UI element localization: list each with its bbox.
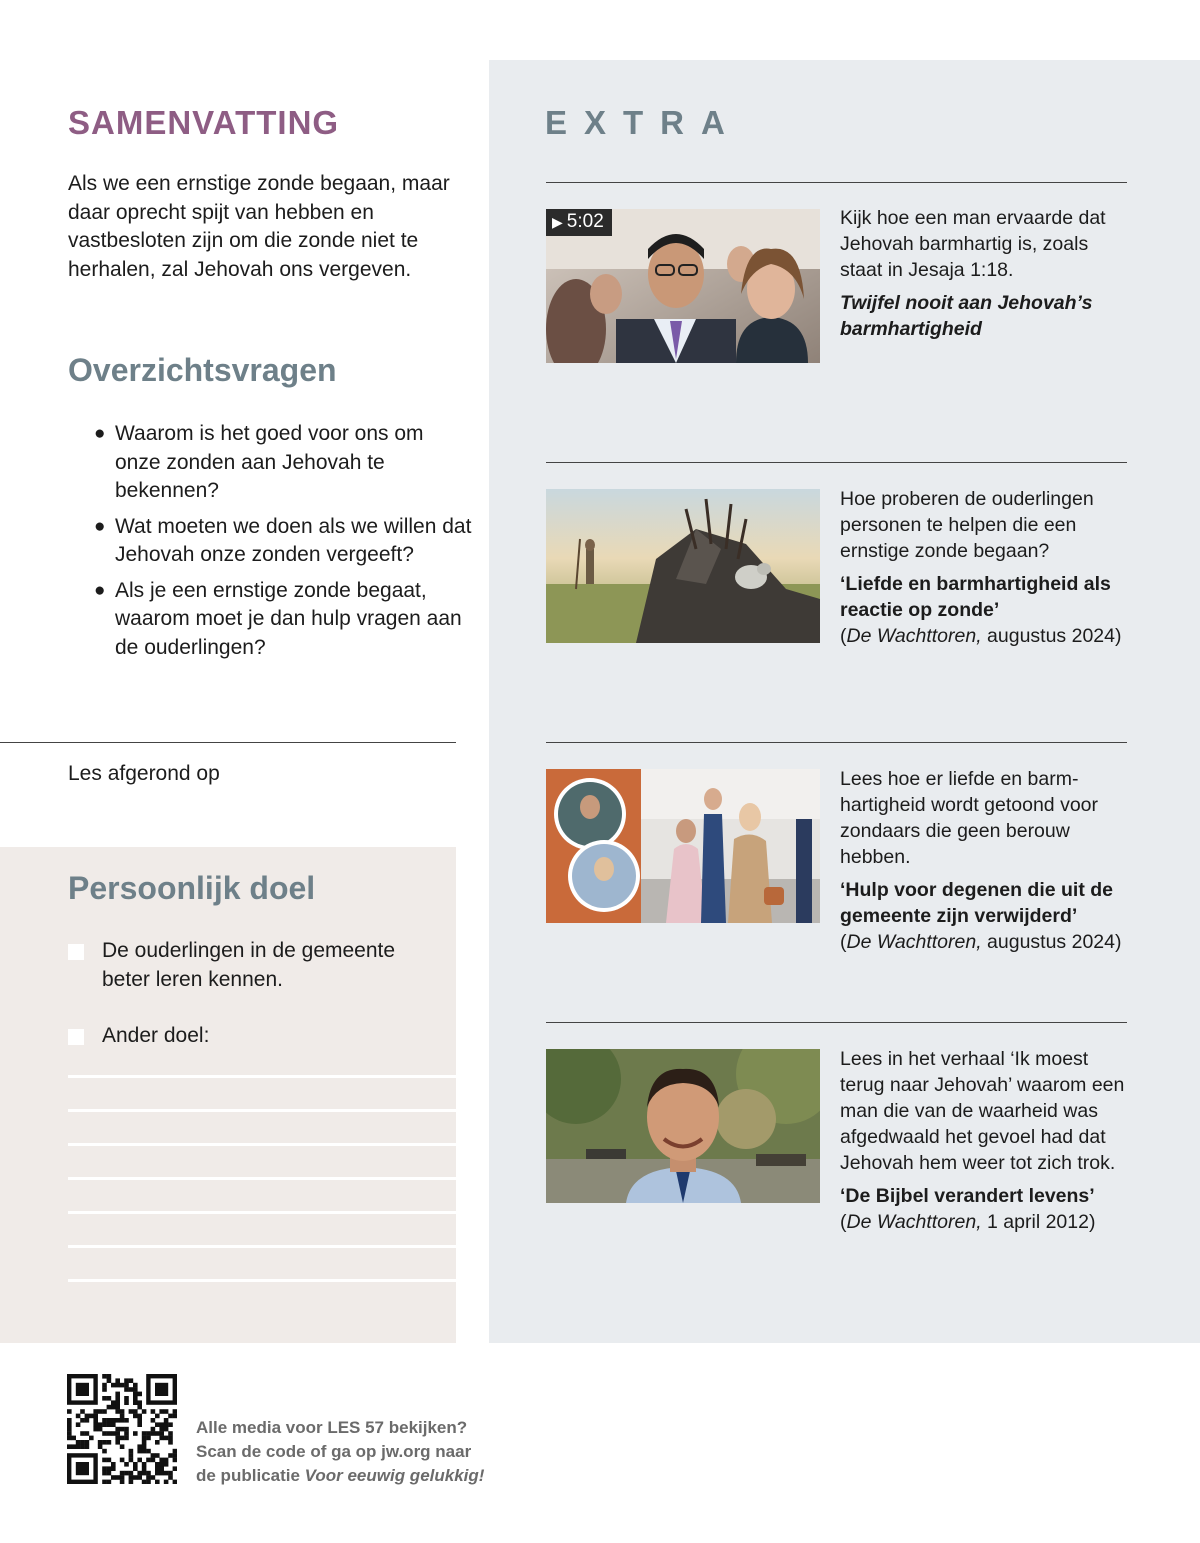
extra-entry-link[interactable]: ‘Hulp voor degenen die uit de gemeente zijn verwijderd’ [840,879,1114,927]
extra-entry-link[interactable]: ‘Liefde en barmhartigheid als reactie op zonde’ [840,573,1111,621]
bullet-icon: ● [94,423,106,444]
bullet-icon: ● [94,515,106,537]
extra-entry-text [840,486,1130,649]
review-question: ● Wat moeten we doen als we willen dat Jehovah onze zonden vergeeft? [94,514,472,566]
writing-line[interactable] [68,1075,456,1078]
publication-title[interactable]: Voor eeuwig gelukkig! [304,1466,485,1485]
writing-line[interactable] [68,1211,456,1214]
footer-text [196,1416,484,1488]
goal-item-other[interactable] [68,1022,438,1051]
footer-line: Alle media voor LES 57 bekijken? [196,1418,468,1437]
review-questions-list [94,420,474,669]
extra-entry-link[interactable]: ‘De Bijbel verandert levens’ [840,1185,1095,1207]
writing-line[interactable] [68,1109,456,1112]
writing-line[interactable] [68,1245,456,1248]
video-thumbnail[interactable] [546,209,820,363]
article-thumbnail[interactable] [546,1049,820,1203]
divider [546,462,1127,463]
writing-line[interactable] [68,1143,456,1146]
article-thumbnail[interactable] [546,769,820,923]
goal-item[interactable] [68,937,438,994]
review-question: ● Als je een ernstige zonde begaat, waarom moet je dan hulp vragen aan de ouderlingen? [94,578,462,659]
play-icon: ▶ [552,214,563,230]
extra-entry-link[interactable]: Twijfel nooit aan Jehovah’s barmhartigheid [840,292,1093,340]
footer-line: de publicatie Voor eeuwig gelukkig! [196,1466,485,1485]
extra-entry-description: Kijk hoe een man ervaarde dat Jehovah barmhartig is, zoals staat in Jesaja 1:18. [840,207,1106,281]
personal-goal-panel [0,847,456,1343]
divider [546,182,1127,183]
extra-entry-source: (De Wachttoren, augustus 2024) [840,625,1122,647]
lesson-completed-label: Les afgerond op [68,762,220,785]
extra-entry-description: Lees hoe er liefde en barmhartigheid wordt getoond voor zondaars die geen berouw hebben. [840,768,1099,868]
extra-entry-text [840,766,1130,955]
shepherd-painting-icon [546,489,820,643]
extra-entry-description: Hoe proberen de ouderlingen personen te helpen die een ernstige zonde begaan? [840,488,1094,562]
extra-entry-text [840,1046,1130,1235]
extra-heading: EXTRA [545,104,742,141]
review-question: ● Waarom is het goed voor ons om onze zonden aan Jehovah te bekennen? [94,422,424,502]
goal-item-label: De ouderlingen in de gemeente beter leren kennen. [102,939,396,991]
goal-item-label: Ander doel: [102,1024,210,1047]
extra-entry-text [840,205,1130,342]
review-questions-heading: Overzichtsvragen [68,352,337,388]
writing-line[interactable] [68,1279,456,1282]
extra-entry-source: (De Wachttoren, augustus 2024) [840,931,1122,953]
writing-line[interactable] [68,1177,456,1180]
divider [546,742,1127,743]
divider [0,742,456,743]
extra-entry-description: Lees in het verhaal ‘Ik moest terug naar Jehovah’ waarom een man die van de waarheid was afgedwaald het gevoel had dat Jehovah hem weer tot zich trok. [840,1048,1125,1174]
kingdom-hall-greeting-icon [546,769,820,923]
bullet-icon: ● [94,579,106,601]
divider [546,1022,1127,1023]
smiling-man-park-icon [546,1049,820,1203]
article-thumbnail[interactable] [546,489,820,643]
summary-heading: SAMENVATTING [68,104,340,141]
checkbox[interactable] [68,944,84,960]
checkbox[interactable] [68,1029,84,1045]
extra-entry-source: (De Wachttoren, 1 april 2012) [840,1211,1096,1233]
personal-goal-heading: Persoonlijk doel [68,870,316,906]
summary-text: Als we een ernstige zonde begaan, maar daar oprecht spijt van hebben en vastbesloten zijn om die zonde niet te herhalen, zal Jehovah ons vergeven. [68,172,450,281]
video-duration-badge: ▶ 5:02 [546,209,612,236]
footer-line: Scan de code of ga op jw.org naar [196,1442,472,1461]
qr-code-icon[interactable] [67,1374,177,1484]
